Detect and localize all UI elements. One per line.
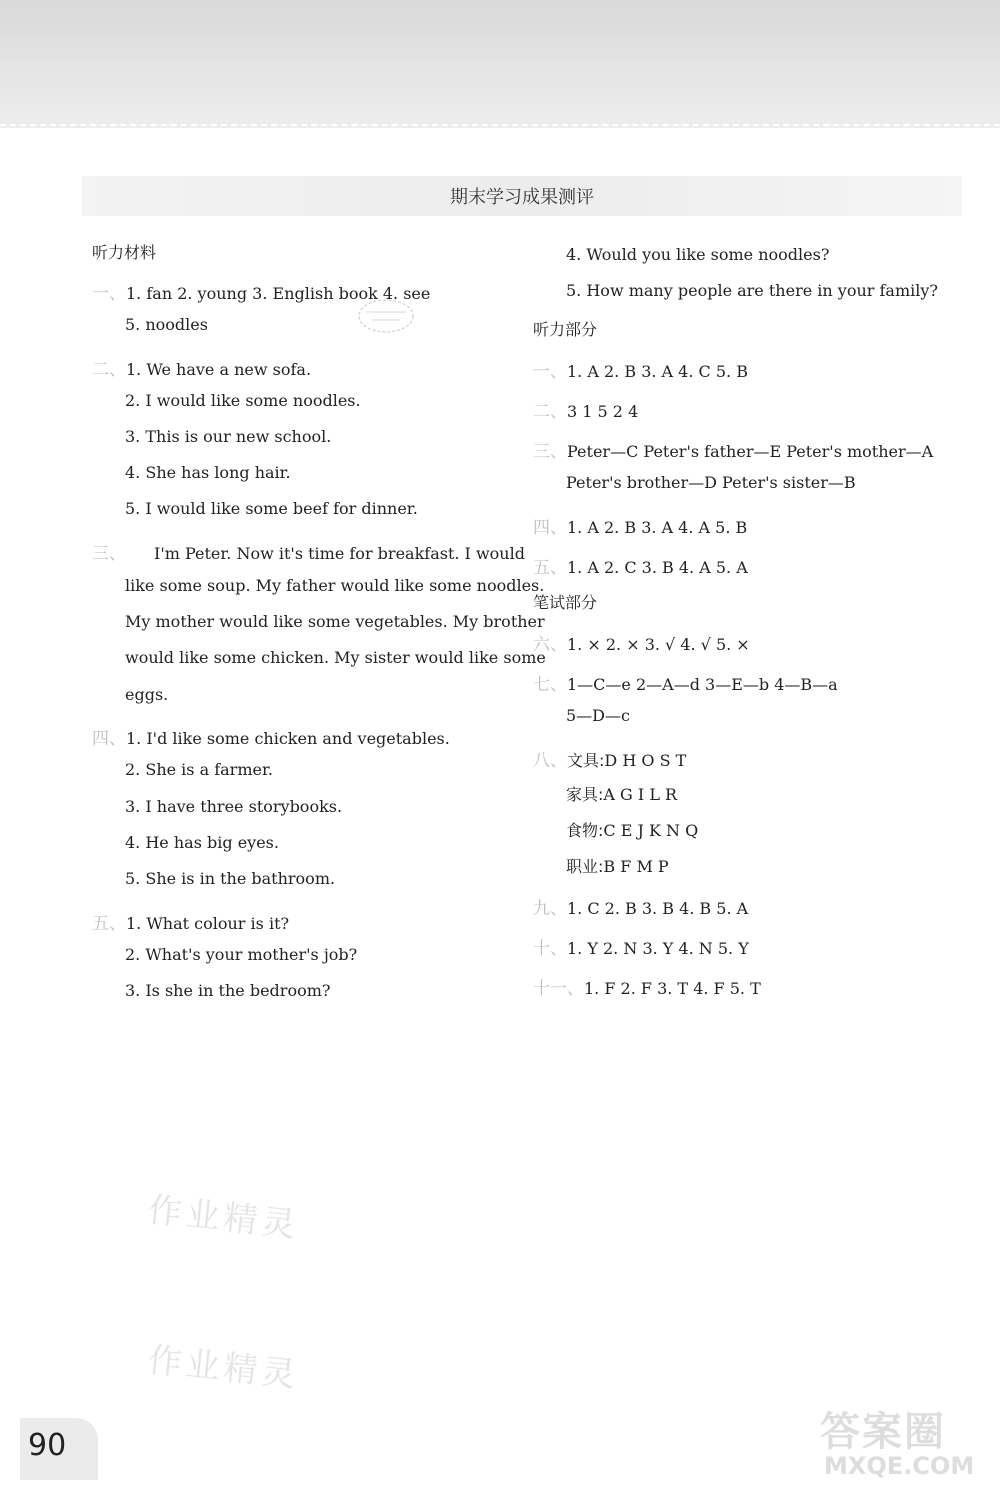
category-row: [566, 782, 677, 805]
list-item: 4. He has big eyes.: [125, 833, 279, 852]
category-label: 职业:: [566, 857, 604, 876]
section-marker: 七、: [533, 675, 567, 695]
page-title: 期末学习成果测评: [450, 187, 594, 208]
list-item: 5. How many people are there in your family?: [566, 281, 938, 300]
list-item: 1. We have a new sofa.: [126, 360, 312, 379]
answer-row-2: [533, 397, 638, 422]
answer-row-11: [533, 974, 761, 999]
section-marker: 二、: [92, 360, 126, 380]
answer-text: 1. C 2. B 3. B 4. B 5. A: [567, 899, 749, 918]
top-banner: [0, 0, 1000, 128]
banner-divider: [0, 124, 1000, 126]
section-marker: 五、: [92, 914, 126, 934]
list-item: 4. She has long hair.: [125, 463, 291, 482]
section-marker: 五、: [533, 558, 567, 578]
section-marker: 十、: [533, 939, 567, 959]
left-section-4: [92, 724, 450, 749]
logo-text: 答案圈: [820, 1409, 946, 1455]
answer-text: 1—C—e 2—A—d 3—E—b 4—B—a: [567, 675, 838, 694]
list-item: 1. I'd like some chicken and vegetables.: [126, 729, 450, 748]
category-letters: A G I L R: [603, 785, 678, 804]
page-number: 90: [28, 1428, 67, 1463]
left-section-3: [92, 539, 525, 564]
stamp-icon: [356, 296, 416, 336]
answer-row-7: [533, 670, 838, 695]
passage-line: would like some chicken. My sister would like some: [125, 648, 546, 667]
answer-text: 1. Y 2. N 3. Y 4. N 5. Y: [567, 939, 749, 958]
answer-row-3: [533, 437, 933, 462]
answer-text: 1. F 2. F 3. T 4. F 5. T: [584, 979, 761, 998]
list-item: 5. She is in the bathroom.: [125, 869, 336, 888]
listening-material-heading: 听力材料: [92, 243, 157, 262]
answer-row-6: [533, 630, 750, 655]
section-marker: 四、: [92, 729, 126, 749]
category-row: [566, 818, 698, 841]
answer-text: 1. A 2. B 3. A 4. A 5. B: [567, 518, 748, 537]
answer-text: 3 1 5 2 4: [567, 402, 639, 421]
answer-row-3-line-2: Peter's brother—D Peter's sister—B: [566, 473, 856, 492]
list-item: 3. I have three storybooks.: [125, 797, 343, 816]
category-letters: D H O S T: [604, 751, 687, 770]
watermark: 作业精灵: [145, 1190, 302, 1246]
list-item: 4. Would you like some noodles?: [566, 245, 830, 264]
answer-row-9: [533, 894, 748, 919]
title-bar: [82, 176, 962, 216]
site-logo: [820, 1400, 990, 1485]
list-item: 2. She is a farmer.: [125, 760, 273, 779]
passage-line: like some soup. My father would like some noodles.: [125, 576, 545, 595]
answer-text: 1. A 2. C 3. B 4. A 5. A: [567, 558, 748, 577]
answer-row-1: [533, 357, 748, 382]
section-text: 1. fan 2. young 3. English book 4. see: [126, 284, 431, 303]
passage-line: eggs.: [125, 685, 169, 704]
list-item: 3. Is she in the bedroom?: [125, 981, 331, 1000]
list-item: 3. This is our new school.: [125, 427, 332, 446]
left-section-2: [92, 355, 311, 380]
left-section-1-line-2: 5. noodles: [125, 315, 208, 334]
category-letters: B F M P: [603, 857, 669, 876]
left-section-5: [92, 909, 289, 934]
section-marker: 十一、: [533, 979, 584, 999]
list-item: 1. What colour is it?: [126, 914, 290, 933]
answer-text: Peter—C Peter's father—E Peter's mother—A: [567, 442, 934, 461]
answer-text: 1. × 2. × 3. √ 4. √ 5. ×: [567, 635, 750, 654]
category-label: 食物:: [566, 821, 604, 840]
section-marker: 四、: [533, 518, 567, 538]
section-marker: 一、: [533, 362, 567, 382]
section-marker: 九、: [533, 899, 567, 919]
section-marker: 一、: [92, 284, 126, 304]
section-marker: 六、: [533, 635, 567, 655]
category-label: 家具:: [566, 785, 604, 804]
logo-url: MXQE.COM: [824, 1452, 975, 1480]
section-marker: 八、: [533, 751, 567, 771]
list-item: 2. I would like some noodles.: [125, 391, 361, 410]
category-letters: C E J K N Q: [603, 821, 699, 840]
category-label: 文具:: [567, 751, 605, 770]
section-marker: 三、: [533, 442, 567, 462]
list-item: 2. What's your mother's job?: [125, 945, 358, 964]
written-part-heading: 笔试部分: [533, 593, 598, 612]
watermark: 作业精灵: [145, 1340, 302, 1396]
list-item: 5. I would like some beef for dinner.: [125, 499, 418, 518]
answer-row-10: [533, 934, 749, 959]
answer-row-8: [533, 746, 686, 771]
answer-row-5: [533, 553, 748, 578]
category-row: [566, 854, 669, 877]
passage-line: My mother would like some vegetables. My brother: [125, 612, 545, 631]
listening-part-heading: 听力部分: [533, 320, 598, 339]
passage-line: I'm Peter. Now it's time for breakfast. I would: [154, 544, 525, 563]
answer-row-4: [533, 513, 747, 538]
answer-text: 1. A 2. B 3. A 4. C 5. B: [567, 362, 748, 381]
section-marker: 三、: [92, 544, 126, 564]
answer-row-7-line-2: 5—D—c: [566, 706, 630, 725]
section-marker: 二、: [533, 402, 567, 422]
